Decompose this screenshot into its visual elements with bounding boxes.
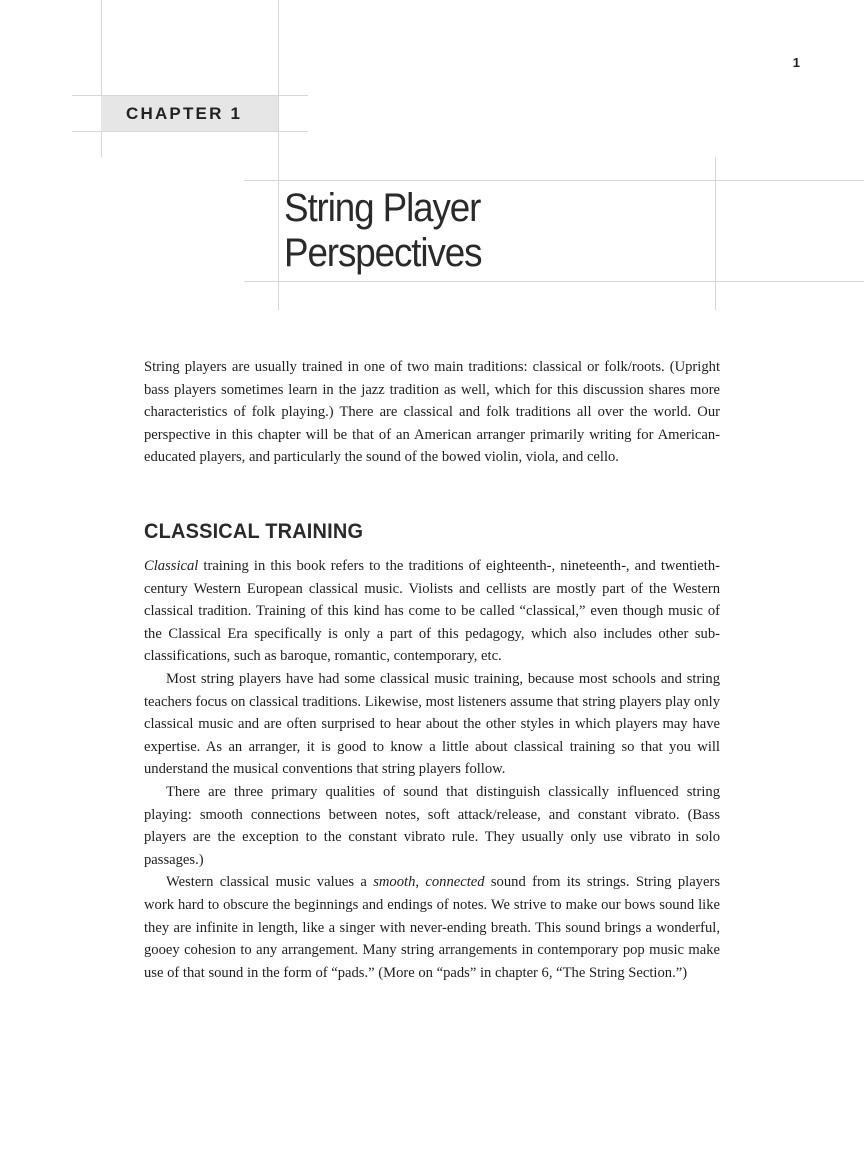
paragraph-text: training in this book refers to the traditions of eighteenth-, nineteenth-, and twentieth-century Western European classical music. Violists and cellists are mostly part of the Western classical tradition. Training of this kind has come to be called “classical,” even though music of the Classical Era specifically is only a part of this pedagogy, which also includes other sub-classifications, such as baroque, romantic, contemporary, etc.: [144, 558, 720, 665]
paragraph-smooth-sound: [144, 871, 720, 984]
guide-line-vertical-chapter-right: [278, 0, 279, 310]
chapter-title: [284, 186, 670, 276]
guide-line-horizontal-chapter-bottom: [72, 131, 308, 132]
intro-paragraph: String players are usually trained in one of two main traditions: classical or folk/roots. (Upright bass players sometimes learn in the jazz tradition as well, which for this discussion shares more characteristics of folk playing.) There are classical and folk traditions all over the world. Our perspective in this chapter will be that of an American arranger primarily writing for American-educated players, and particularly the sound of the bowed violin, viola, and cello.: [144, 359, 720, 466]
guide-line-horizontal-title-top: [244, 180, 864, 181]
guide-line-vertical-title-right: [715, 157, 716, 310]
section-heading: CLASSICAL TRAINING: [144, 520, 364, 543]
paragraph-text: Western classical music values a: [166, 874, 374, 891]
paragraph-classical-definition: [144, 555, 720, 668]
chapter-label: CHAPTER 1: [126, 104, 243, 123]
italic-term-smooth-connected: smooth, connected: [373, 874, 485, 891]
paragraph-classical-training: Most string players have had some classical music training, because most schools and string teachers focus on classical traditions. Likewise, most listeners assume that string players play only classical music and are often surprised to hear about the other styles in which players may have expertise. As an arranger, it is good to know a little about classical training so that you will understand the musical conventions that string players follow.: [144, 670, 720, 778]
italic-term-classical: Classical: [144, 558, 199, 574]
paragraph-text: sound from its strings. String players work hard to obscure the beginnings and endings of notes. We strive to make our bows sound like they are infinite in length, like a singer with never-ending breath. This sound brings a wonderful, gooey cohesion to any arrangement. Many string arrangements in contemporary pop music make use of that sound in the form of “pads.” (More on “pads” in chapter 6, “The String Section.”): [144, 874, 720, 981]
page-number: 1: [792, 55, 800, 70]
paragraph-sound-qualities: There are three primary qualities of sound that distinguish classically influenced string playing: smooth connections between notes, soft attack/release, and constant vibrato. (Bass players are the exception to the constant vibrato rule. They usually only use vibrato in solo passages.): [144, 783, 720, 868]
intro-paragraph-block: [144, 356, 720, 469]
guide-line-vertical-left: [101, 0, 102, 157]
guide-line-horizontal-title-bottom: [244, 281, 864, 282]
chapter-title-line-1: String Player: [284, 186, 481, 230]
section-body: [144, 555, 720, 984]
chapter-title-line-2: Perspectives: [284, 231, 482, 275]
